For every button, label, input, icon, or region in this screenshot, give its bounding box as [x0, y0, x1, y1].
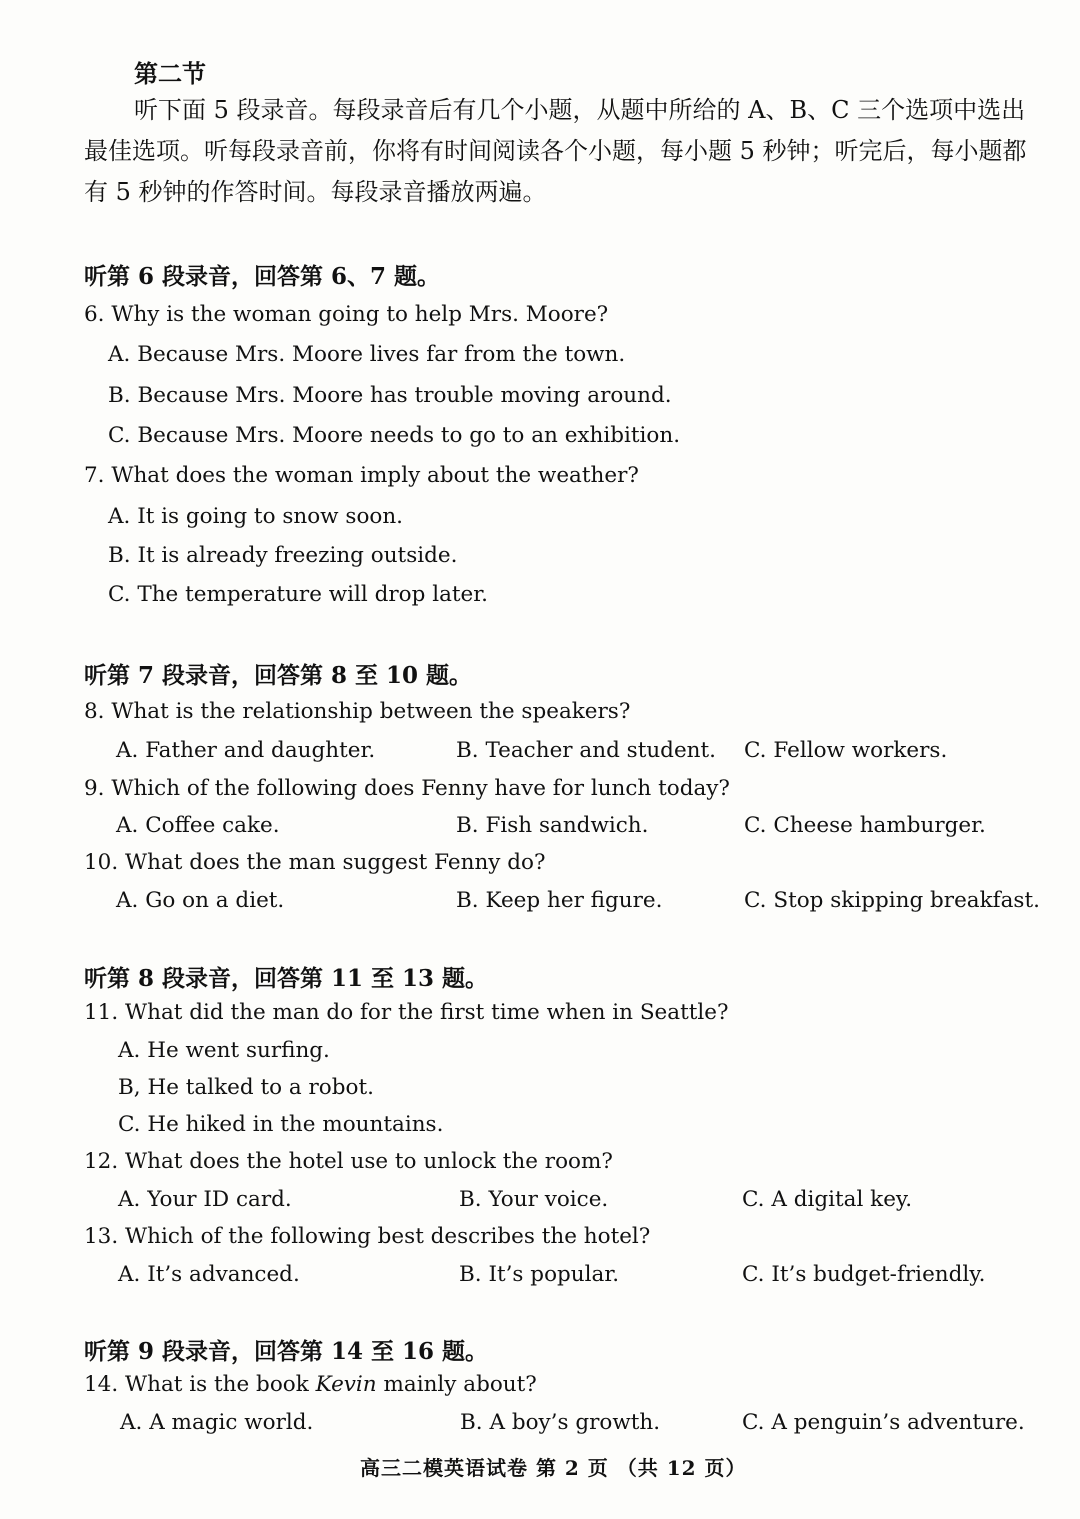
group-heading: 听第 7 段录音，回答第 8 至 10 题。 [84, 662, 473, 689]
option-6c: C. Because Mrs. Moore needs to go to an exhibition. [108, 423, 681, 448]
book-title: Kevin [315, 1372, 377, 1397]
option-7b: B. It is already freezing outside. [108, 543, 458, 568]
question-9: 9. Which of the following does Fenny have for lunch today? [84, 776, 730, 801]
option-10b: B. Keep her figure. [456, 888, 663, 913]
option-10a: A. Go on a diet. [116, 888, 285, 913]
option-10c: C. Stop skipping breakfast. [744, 888, 1040, 913]
option-8c: C. Fellow workers. [744, 738, 948, 763]
question-12: 12. What does the hotel use to unlock the room? [84, 1149, 613, 1174]
option-11b: B, He talked to a robot. [118, 1075, 374, 1100]
option-13a: A. It’s advanced. [118, 1262, 300, 1287]
option-7a: A. It is going to snow soon. [108, 504, 404, 529]
group-heading: 听第 8 段录音，回答第 11 至 13 题。 [84, 965, 489, 992]
intro-line-1: 听下面 5 段录音。每段录音后有几个小题，从题中所给的 A、B、C 三个选项中选出 [134, 96, 1026, 124]
question-11: 11. What did the man do for the first time when in Seattle? [84, 1000, 729, 1025]
option-12a: A. Your ID card. [118, 1187, 292, 1212]
option-11c: C. He hiked in the mountains. [118, 1112, 444, 1137]
question-13: 13. Which of the following best describes the hotel? [84, 1224, 651, 1249]
option-8a: A. Father and daughter. [116, 738, 376, 763]
option-9c: C. Cheese hamburger. [744, 813, 986, 838]
page-footer: 高三二模英语试卷 第 2 页 （共 12 页） [360, 1456, 747, 1480]
option-9a: A. Coffee cake. [116, 813, 280, 838]
option-8b: B. Teacher and student. [456, 738, 716, 763]
option-13c: C. It’s budget-friendly. [742, 1262, 986, 1287]
question-7: 7. What does the woman imply about the weather? [84, 463, 639, 488]
option-14a: A. A magic world. [120, 1410, 314, 1435]
option-14b: B. A boy’s growth. [460, 1410, 661, 1435]
option-12c: C. A digital key. [742, 1187, 913, 1212]
section-title: 第二节 [134, 59, 206, 88]
question-10: 10. What does the man suggest Fenny do? [84, 850, 546, 875]
question-6: 6. Why is the woman going to help Mrs. Moore? [84, 302, 609, 327]
option-11a: A. He went surfing. [118, 1038, 330, 1063]
group-heading: 听第 9 段录音，回答第 14 至 16 题。 [84, 1338, 489, 1365]
option-6a: A. Because Mrs. Moore lives far from the town. [108, 342, 626, 367]
intro-line-3: 有 5 秒钟的作答时间。每段录音播放两遍。 [84, 178, 547, 206]
option-6b: B. Because Mrs. Moore has trouble moving around. [108, 383, 672, 408]
question-14-text-after: mainly about? [376, 1372, 537, 1397]
group-heading: 听第 6 段录音，回答第 6、7 题。 [84, 263, 441, 290]
question-8: 8. What is the relationship between the speakers? [84, 699, 631, 724]
option-14c: C. A penguin’s adventure. [742, 1410, 1025, 1435]
option-9b: B. Fish sandwich. [456, 813, 649, 838]
option-13b: B. It’s popular. [459, 1262, 620, 1287]
question-14 [84, 1372, 537, 1397]
intro-line-2: 最佳选项。听每段录音前，你将有时间阅读各个小题，每小题 5 秒钟；听完后，每小题都 [84, 137, 1027, 165]
option-7c: C. The temperature will drop later. [108, 582, 489, 607]
option-12b: B. Your voice. [459, 1187, 609, 1212]
question-14-text-before: 14. What is the book [84, 1372, 316, 1397]
